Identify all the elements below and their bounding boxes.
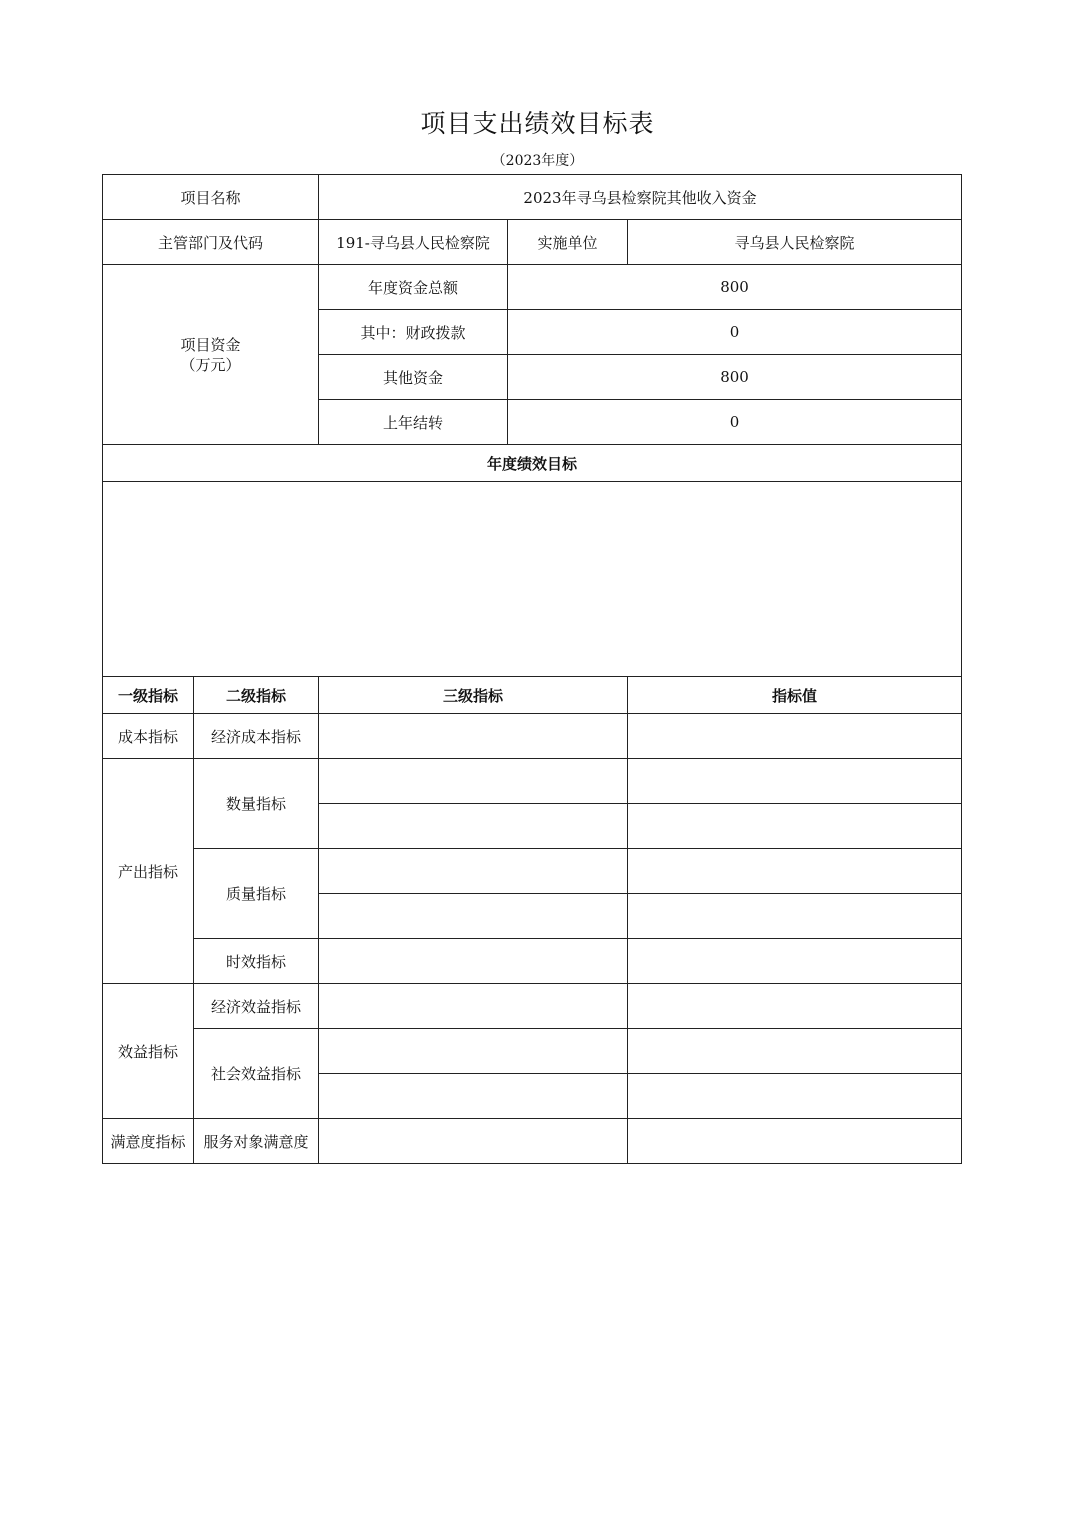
indicator-value-cell — [628, 984, 962, 1029]
page-title: 项目支出绩效目标表 — [420, 109, 655, 138]
table-row — [103, 759, 962, 804]
project-name-value: 2023年寻乌县检察院其他收入资金 — [319, 175, 962, 220]
table-row — [103, 939, 962, 984]
department-row — [103, 220, 962, 265]
social-benefit-indicator-label: 社会效益指标 — [194, 1029, 319, 1119]
table-row — [103, 849, 962, 894]
funds-other-label: 其他资金 — [319, 355, 508, 400]
funds-label — [103, 265, 319, 445]
level3-cell — [319, 849, 628, 894]
quantity-indicator-label: 数量指标 — [194, 759, 319, 849]
level3-cell — [319, 984, 628, 1029]
performance-target-table — [102, 174, 962, 1164]
indicator-value-cell — [628, 714, 962, 759]
funds-row — [103, 265, 962, 310]
level3-cell — [319, 804, 628, 849]
indicator-header-row — [103, 677, 962, 714]
table-row — [103, 984, 962, 1029]
level3-cell — [319, 1029, 628, 1074]
timeliness-indicator-label: 时效指标 — [194, 939, 319, 984]
level2-indicator-header: 二级指标 — [194, 677, 319, 714]
annual-goal-content — [103, 482, 962, 677]
indicator-value-cell — [628, 1029, 962, 1074]
project-name-row — [103, 175, 962, 220]
indicator-value-header: 指标值 — [628, 677, 962, 714]
benefit-indicator-label: 效益指标 — [103, 984, 194, 1119]
level3-cell — [319, 759, 628, 804]
quality-indicator-label: 质量指标 — [194, 849, 319, 939]
annual-goal-header: 年度绩效目标 — [103, 445, 962, 482]
department-value: 191-寻乌县人民检察院 — [319, 220, 508, 265]
indicator-value-cell — [628, 759, 962, 804]
indicator-value-cell — [628, 939, 962, 984]
funds-label-line2: （万元） — [180, 355, 241, 374]
table-row — [103, 1029, 962, 1074]
economic-benefit-indicator-label: 经济效益指标 — [194, 984, 319, 1029]
project-name-label: 项目名称 — [103, 175, 319, 220]
level3-indicator-header: 三级指标 — [319, 677, 628, 714]
implementing-unit-value: 寻乌县人民检察院 — [628, 220, 962, 265]
indicator-value-cell — [628, 1119, 962, 1164]
funds-carryover-label: 上年结转 — [319, 400, 508, 445]
level1-indicator-header: 一级指标 — [103, 677, 194, 714]
funds-total-label: 年度资金总额 — [319, 265, 508, 310]
funds-total-value: 800 — [508, 265, 962, 310]
level3-cell — [319, 894, 628, 939]
indicator-value-cell — [628, 849, 962, 894]
funds-carryover-value: 0 — [508, 400, 962, 445]
indicator-value-cell — [628, 1074, 962, 1119]
funds-fiscal-label: 其中：财政拨款 — [319, 310, 508, 355]
level3-cell — [319, 1119, 628, 1164]
service-satisfaction-indicator-label: 服务对象满意度 — [194, 1119, 319, 1164]
annual-goal-header-row — [103, 445, 962, 482]
cost-indicator-label: 成本指标 — [103, 714, 194, 759]
funds-label-line1: 项目资金 — [180, 335, 241, 354]
table-row — [103, 714, 962, 759]
level3-cell — [319, 939, 628, 984]
table-row — [103, 1119, 962, 1164]
economic-cost-indicator-label: 经济成本指标 — [194, 714, 319, 759]
satisfaction-indicator-label: 满意度指标 — [103, 1119, 194, 1164]
implementing-unit-label: 实施单位 — [508, 220, 628, 265]
indicator-value-cell — [628, 804, 962, 849]
annual-goal-content-row — [103, 482, 962, 677]
indicator-value-cell — [628, 894, 962, 939]
funds-fiscal-value: 0 — [508, 310, 962, 355]
page-subtitle-year: （2023年度） — [491, 153, 584, 169]
funds-other-value: 800 — [508, 355, 962, 400]
level3-cell — [319, 714, 628, 759]
department-label: 主管部门及代码 — [103, 220, 319, 265]
output-indicator-label: 产出指标 — [103, 759, 194, 984]
level3-cell — [319, 1074, 628, 1119]
